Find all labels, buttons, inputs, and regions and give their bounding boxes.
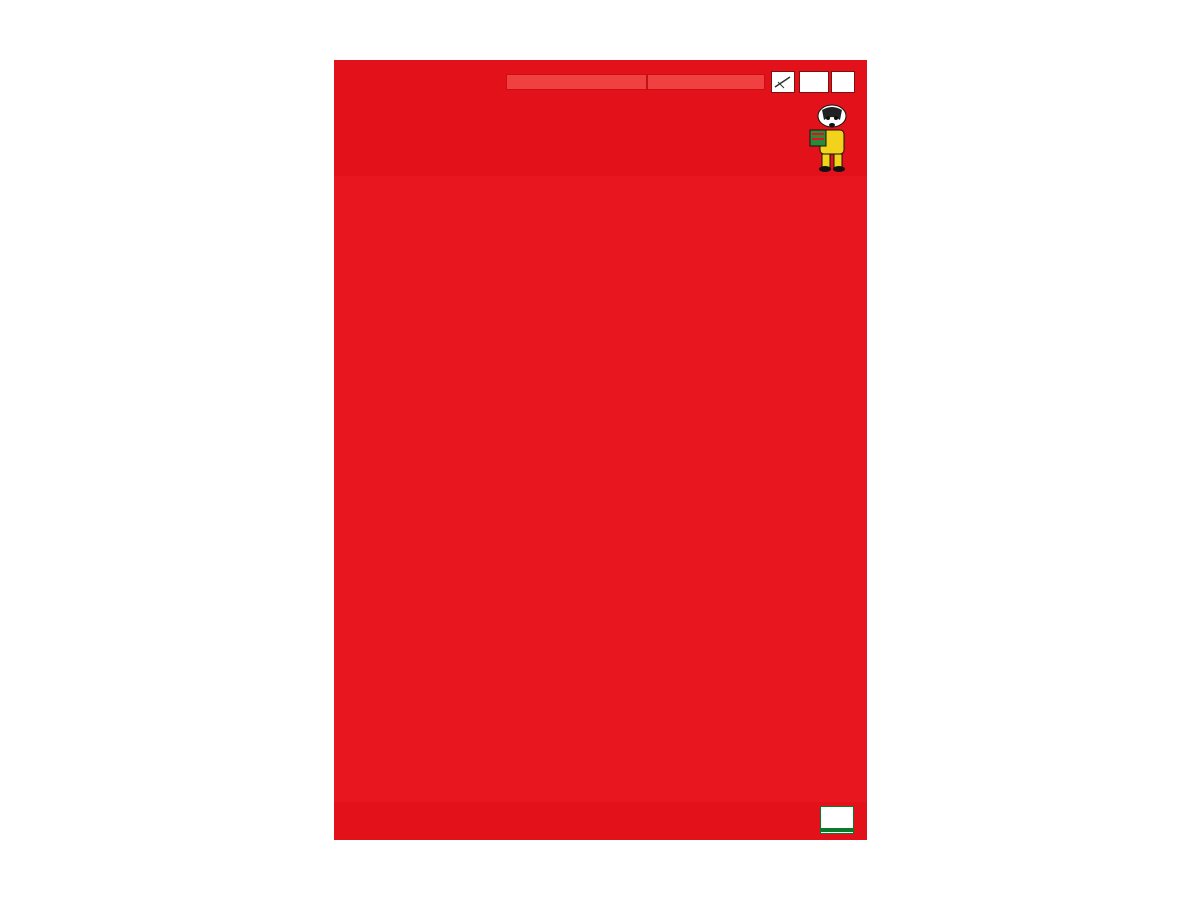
topic-title <box>647 74 765 90</box>
badger-mascot-icon <box>804 100 862 172</box>
footer-band <box>334 802 867 840</box>
k2-publisher-logo-icon <box>820 806 854 834</box>
page-number-badge <box>831 71 855 93</box>
worksheet-page <box>334 60 867 840</box>
intro-text <box>348 120 498 170</box>
series-title <box>506 74 647 90</box>
module-code-badge <box>799 71 829 93</box>
pencil-icon <box>771 71 795 93</box>
